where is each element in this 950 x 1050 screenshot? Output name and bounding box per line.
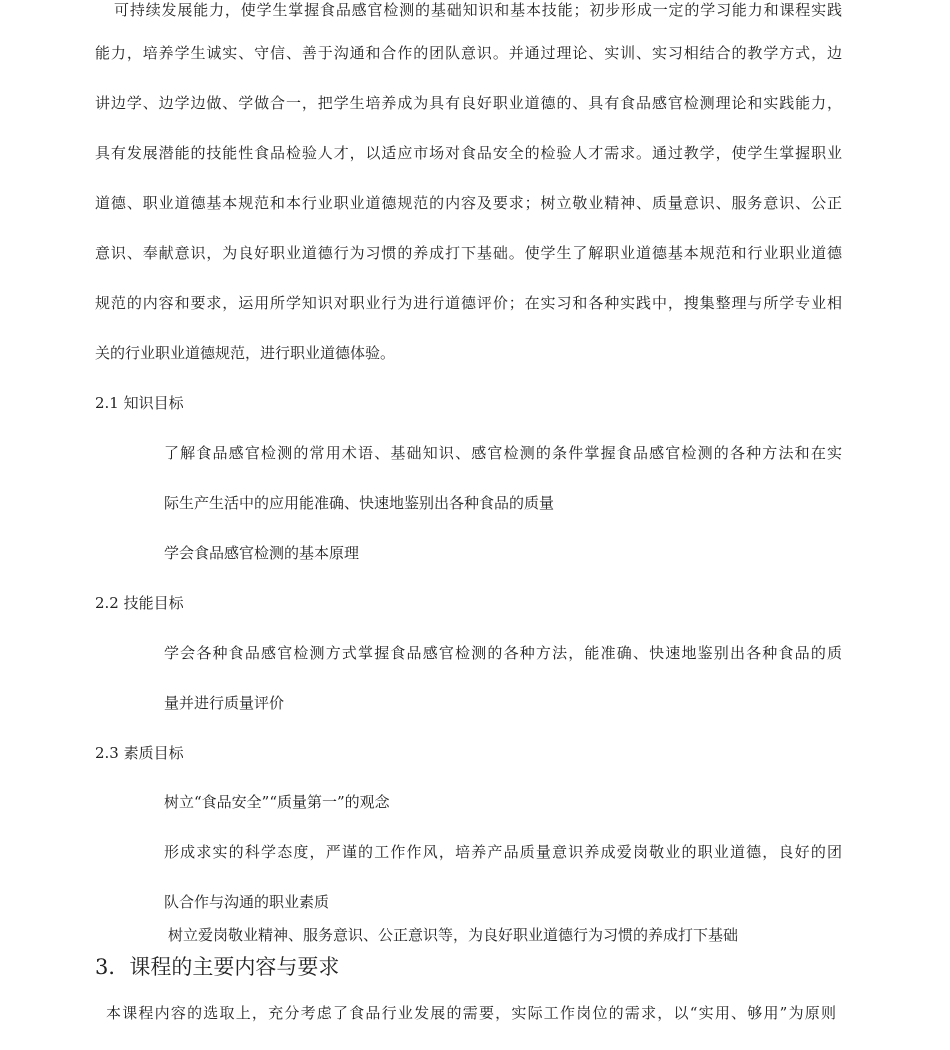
section-2-1-line-1: 了解食品感官检测的常用术语、基础知识、感官检测的条件掌握食品感官检测的各种方法和在实 bbox=[164, 444, 842, 462]
intro-line-5: 道德、职业道德基本规范和本行业职业道德规范的内容及要求；树立敬业精神、质量意识、服务意识、公正 bbox=[95, 194, 842, 212]
section-2-2-line-2: 量并进行质量评价 bbox=[164, 694, 285, 712]
intro-line-6: 意识、奉献意识，为良好职业道德行为习惯的养成打下基础。使学生了解职业道德基本规范和行业职业道德 bbox=[95, 244, 842, 262]
section-3-heading: 3．课程的主要内容与要求 bbox=[95, 955, 340, 979]
intro-line-1: 可持续发展能力，使学生掌握食品感官检测的基础知识和基本技能；初步形成一定的学习能力和课程实践 bbox=[114, 1, 842, 19]
section-2-1-line-3: 学会食品感官检测的基本原理 bbox=[164, 544, 360, 562]
intro-line-3: 讲边学、边学边做、学做合一，把学生培养成为具有良好职业道德的、具有食品感官检测理论和实践能力， bbox=[95, 94, 842, 112]
section-2-3-line-2: 形成求实的科学态度，严谨的工作作风，培养产品质量意识养成爱岗敬业的职业道德，良好的团 bbox=[164, 843, 842, 861]
section-2-1-line-2: 际生产生活中的应用能准确、快速地鉴别出各种食品的质量 bbox=[164, 494, 555, 512]
section-2-3-line-1: 树立“食品安全”“质量第一”的观念 bbox=[164, 793, 390, 811]
section-3-line-1: 本课程内容的选取上，充分考虑了食品行业发展的需要，实际工作岗位的需求，以“实用、够用”为原则 bbox=[106, 1004, 836, 1022]
section-2-2-line-1: 学会各种食品感官检测方式掌握食品感官检测的各种方法，能准确、快速地鉴别出各种食品的质 bbox=[164, 644, 842, 662]
intro-line-2: 能力，培养学生诚实、守信、善于沟通和合作的团队意识。并通过理论、实训、实习相结合的教学方式，边 bbox=[95, 44, 842, 62]
section-2-3-line-3: 队合作与沟通的职业素质 bbox=[164, 893, 330, 911]
intro-line-4: 具有发展潜能的技能性食品检验人才，以适应市场对食品安全的检验人才需求。通过教学，使学生掌握职业 bbox=[95, 144, 842, 162]
intro-line-8: 关的行业职业道德规范，进行职业道德体验。 bbox=[95, 344, 396, 362]
section-2-1-heading: 2.1 知识目标 bbox=[95, 394, 184, 412]
section-2-2-heading: 2.2 技能目标 bbox=[95, 594, 184, 612]
section-2-3-heading: 2.3 素质目标 bbox=[95, 744, 184, 762]
intro-line-7: 规范的内容和要求，运用所学知识对职业行为进行道德评价；在实习和各种实践中，搜集整理与所学专业相 bbox=[95, 294, 842, 312]
section-2-3-line-4: 树立爱岗敬业精神、服务意识、公正意识等，为良好职业道德行为习惯的养成打下基础 bbox=[168, 926, 739, 944]
